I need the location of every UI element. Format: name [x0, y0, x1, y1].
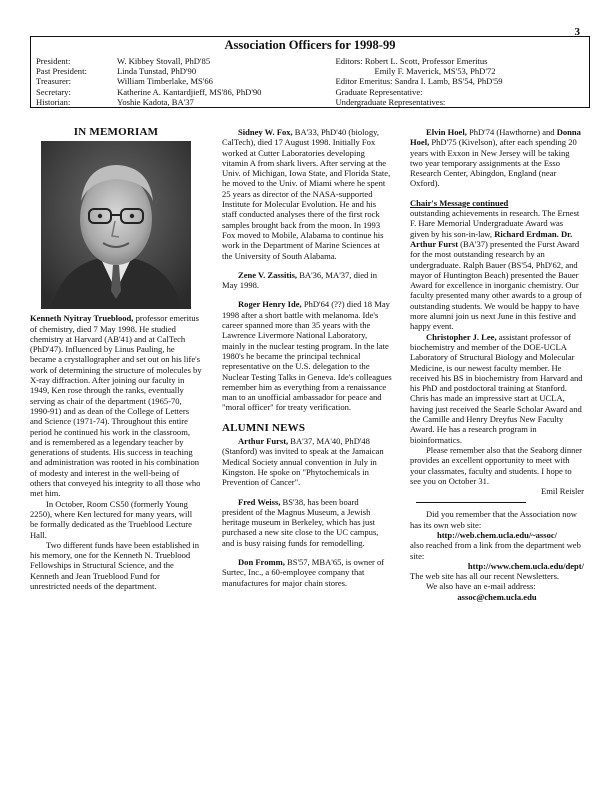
officers-left: [36, 56, 335, 107]
officers-list: [36, 56, 585, 107]
graduate-rep-line: Graduate Representative:: [335, 86, 423, 97]
section-heading-alumni-news: ALUMNI NEWS: [222, 421, 306, 434]
person-name-zassitis: Zene V. Zassitis,: [238, 269, 298, 280]
signature: Emil Reisler: [541, 486, 584, 497]
chair-message-heading: Chair's Message continued: [410, 197, 509, 208]
web-site-text: Did you remember that the Association now has its own web site:: [410, 509, 577, 530]
web-url-assoc[interactable]: http://web.chem.ucla.edu/~assoc/: [436, 529, 558, 540]
editors-line-2: Emily F. Maverick, MS'53, PhD'72: [374, 66, 496, 77]
web-url-dept[interactable]: http://www.chem.ucla.edu/dept/: [467, 560, 584, 571]
person-name-elvin-hoel: Elvin Hoel,: [426, 127, 467, 137]
zassitis-text: BA'36, MA'37, died in May 1998.: [222, 269, 378, 291]
chair-awards-a: outstanding achievements in research. The Ernest F. Hare Memorial Undergraduate Award was given by his son-in-law,: [410, 208, 580, 239]
hoel-mid: PhD'74 (Hawthorne) and: [466, 127, 557, 137]
chair-message-lee: [410, 332, 584, 445]
officer-row: [36, 56, 335, 66]
officer-name: Katherine A. Kantardjieff, MS'86, PhD'90: [117, 86, 262, 97]
person-name-fox: Sidney W. Fox,: [238, 127, 293, 137]
person-name-fromm: Don Fromm,: [238, 556, 285, 567]
web-newsletters-text: The web site has all our recent Newsletters.: [410, 571, 560, 582]
undergrad-rep-line: Undergraduate Representatives:: [335, 96, 446, 107]
chair-message-seaborg: Please remember also that the Seaborg dinner provides an excellent opportunity to meet with your classmates, faculty and students. I hope to see you on October 31.: [410, 444, 583, 486]
person-name-lee: Christopher J. Lee,: [426, 331, 497, 342]
memoriam-lecture-hall-text: In October, Room CS50 (formerly Young 2250), where Ken lectured for many years, will be formally dedicated as the Trueblood Lecture Hall.: [30, 498, 193, 540]
obituary-zassitis: [222, 270, 392, 291]
editor-emeritus-line: Editor Emeritus: Sandra I. Lamb, BS'54, PhD'59: [335, 76, 503, 87]
news-furst: [222, 436, 392, 487]
officer-row: [36, 97, 335, 107]
news-fromm: [222, 557, 392, 588]
officer-role: President:: [36, 56, 71, 66]
memoriam-funds-text: Two different funds have been established in his memory, one for the Kenneth N. Trueblood Fellowships in Structural Science, and the Kenneth and Jean Trueblood Fund for unrestricted needs of the department.: [30, 539, 200, 592]
ide-text: PhD'64 (??) died 18 May 1998 after a short battle with melanoma. Ide's career spanned more than 35 years with the Lawrence Livermore National Laboratory, mainly in the nuclear testing program. In the late 1980's he became the principal technical representative on the U.S. delegation to the Nuclear Testing Talks in Geneva. Ide's colleagues remember him as everything from a renaissance man to an unofficial ambassador for peace and "moral officer" for treaty verification.: [222, 299, 392, 413]
officer-name: W. Kibbey Stovall, PhD'85: [117, 56, 211, 66]
furst-text: BA'37, MA'40, PhD'48 (Stanford) was invited to speak at the Jamaican Medical Society annual convention in July in Kingston. He spoke on "Phytochemicals in Prevention of Cancer".: [222, 436, 384, 488]
obituary-fox: [222, 127, 392, 261]
section-heading-memoriam: IN MEMORIAM: [73, 126, 159, 138]
obituary-ide: [222, 299, 392, 412]
portrait-image: [41, 141, 191, 309]
lee-text: assistant professor of biochemistry and member of the DOE-UCLA Laboratory of Structural Biology and Molecular Medicine, is our newest faculty member. He received his BS in biochemistry from Harvard and his PhD and postdoctoral training at Stanford. Chris has made an impressive start at UCLA, having just received the Searle Scholar Award and the Camille and Henry Dreyfus New Faculty Award. He has a research program in bioinformatics.: [410, 331, 583, 445]
person-name-erdman: Richard Erdman.: [494, 228, 559, 239]
officer-row: [36, 87, 335, 97]
person-name-weiss: Fred Weiss,: [238, 496, 281, 507]
officers-box: [30, 36, 590, 108]
officer-role: Secretary:: [36, 86, 71, 97]
officer-row: [36, 66, 335, 76]
page-number: 3: [574, 26, 580, 38]
officer-name: Linda Tunstad, PhD'90: [117, 66, 197, 77]
chair-awards-rest: (BA'37) presented the Furst Award for the most outstanding research by an undergraduate. Ralph Bauer (BS'54, PhD'62, and mayor of Huntington Beach) presented the Bauer Award for excellence in inorganic chemistry. Our faculty presented many other awards to a group of outstanding students. We would be happy to have more alumni join us next June in this festive and happy event.: [410, 238, 582, 332]
column-memoriam: [30, 127, 202, 591]
officer-row: [36, 76, 335, 86]
person-name-dr-furst: Dr. Arthur Furst: [410, 228, 573, 249]
person-name-furst: Arthur Furst,: [238, 436, 289, 447]
weiss-text: BS'38, has been board president of the Magnus Museum, a Jewish heritage museum in Berkeley, which has just purchased a new site close to the UC campus, and is busy raising funds for remodelling.: [222, 496, 379, 548]
fromm-text: BS'57, MBA'65, is owner of Surtec, Inc., a 60-employee company that manufactures for major chain stores.: [222, 556, 385, 588]
officer-role: Past President:: [36, 66, 87, 77]
memoriam-trueblood-text: [30, 313, 202, 498]
portrait-photo: [41, 141, 191, 309]
officers-title: Association Officers for 1998-99: [224, 38, 396, 52]
officers-right: [335, 56, 585, 107]
news-weiss: [222, 497, 392, 548]
email-text: We also have an e-mail address:: [426, 581, 536, 592]
officer-name: Yoshie Kadota, BA'37: [117, 96, 194, 107]
divider: [416, 502, 526, 503]
hoel-text: PhD'75 (Kivelson), after each spending 20 years with Exxon in New Jersey will be taking two year temporary assignments at the Esso Research Center, Abingdon, England (near Oxford).: [410, 137, 577, 189]
fox-text: BA'33, PhD'40 (biology, CalTech), died 17 August 1998. Initially Fox worked at Cutter Laboratories developing vitamin A from shark livers. After serving at the Univ. of Michigan, Iowa State, and Florida State, he moved to the Univ. of Miami where he spent 25 years as director of the NASA-supported Institute for Molecular Evolution. He and his staff conducted analyses there of the first rock samples brought back from the moon. In 1993 Fox moved to Mobile, Alabama to continue his work in the Department of Marine Sciences at the University of South Alabama.: [222, 127, 391, 261]
web-link-text: also reached from a link from the department web site:: [410, 540, 581, 561]
person-name-ide: Roger Henry Ide,: [238, 299, 302, 310]
editors-line: Editors: Robert L. Scott, Professor Emeritus: [335, 56, 488, 66]
officer-role: Historian:: [36, 96, 71, 107]
column-hoel-chair: [410, 127, 584, 602]
news-hoel: [410, 127, 584, 189]
email-address[interactable]: assoc@chem.ucla.edu: [457, 591, 537, 602]
chair-message-awards: [410, 208, 584, 332]
person-name-trueblood: Kenneth Nyitray Trueblood,: [30, 313, 134, 324]
column-obituaries-news: [222, 127, 392, 588]
officer-role: Treasurer:: [36, 76, 72, 87]
trueblood-bio: professor emeritus of chemistry, died 7 May 1998. He studied chemistry at Harvard (AB'41) and at CalTech (PhD'47). Influenced by Linus Pauling, he became a crystallographer and set out on his life's work of determining the structure of molecules by X-ray diffraction. After joining our faculty in 1949, Ken rose through the ranks, eventually serving as chair of the department (1965-70, 1990-91) and as dean of the College of Letters and Science (1971-74). Throughout this entire period he continued his work in the classroom, and is remembered as a legendary teacher by generations of students. His success in teaching and administration was rooted in his combination of modesty and interest in the well-being of others that conveyed his integrity to all those who met him.: [30, 313, 202, 499]
person-name-donna-hoel: Donna Hoel,: [410, 127, 581, 148]
officer-name: William Timberlake, MS'66: [117, 76, 213, 87]
